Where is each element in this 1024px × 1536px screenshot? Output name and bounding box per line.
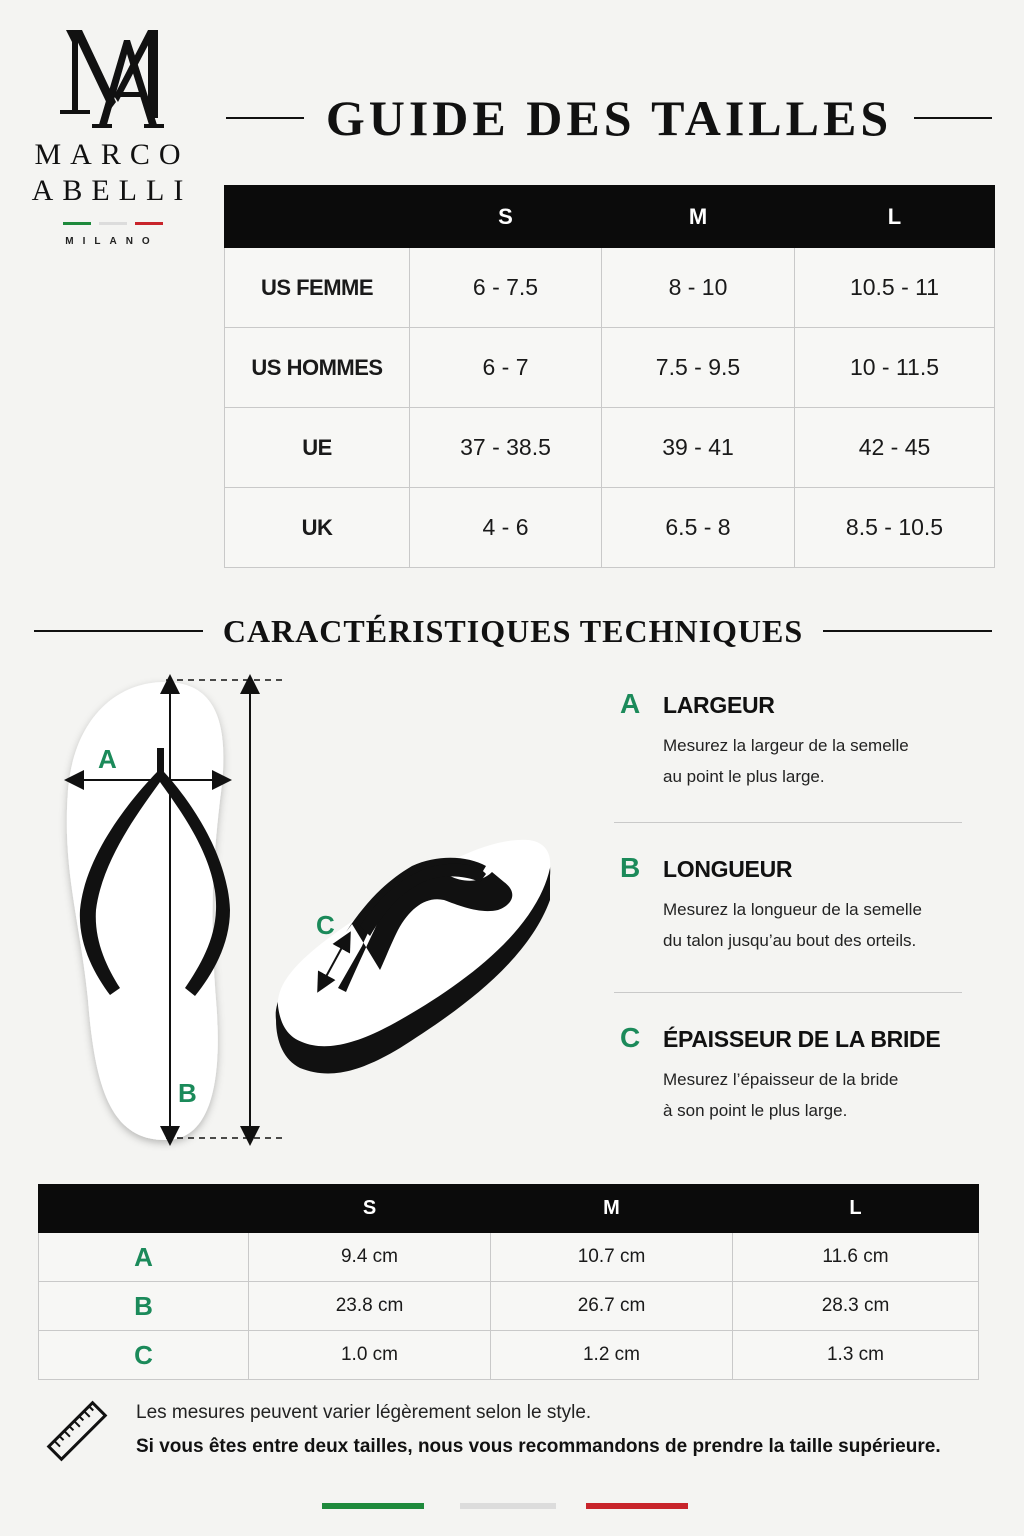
column-header-m: M (602, 186, 795, 248)
table-cell: 39 - 41 (602, 408, 795, 488)
marker-c-label: C (316, 910, 335, 940)
heading-rule-right (823, 630, 992, 632)
column-header-s: S (249, 1185, 491, 1233)
spec-description (663, 1064, 963, 1126)
table-cell: 1.3 cm (733, 1331, 979, 1380)
table-row (225, 408, 995, 488)
ruler-icon (44, 1398, 110, 1464)
row-label: UE (225, 408, 410, 488)
table-row (225, 248, 995, 328)
measurements-table (38, 1184, 979, 1380)
size-guide-title: GUIDE DES TAILLES (325, 90, 893, 146)
spec-name: LONGUEUR (663, 856, 793, 882)
spec-item-length (614, 852, 962, 962)
table-cell: 6 - 7.5 (410, 248, 602, 328)
row-label: UK (225, 488, 410, 568)
footer-note: Les mesures peuvent varier légèrement selon le style. (136, 1402, 592, 1423)
brand-logo (22, 22, 202, 252)
flip-flop-illustration (40, 670, 600, 1160)
row-label: B (39, 1282, 249, 1331)
spec-item-width (614, 688, 962, 798)
table-row (39, 1282, 979, 1331)
table-cell: 10 - 11.5 (795, 328, 995, 408)
table-cell: 8.5 - 10.5 (795, 488, 995, 568)
table-cell: 6 - 7 (410, 328, 602, 408)
table-header-row (39, 1185, 979, 1233)
spec-description-line: Mesurez l’épaisseur de la bride (663, 1070, 899, 1089)
table-cell: 10.7 cm (491, 1233, 733, 1282)
heading-rule-left (226, 117, 304, 119)
table-cell: 23.8 cm (249, 1282, 491, 1331)
spec-description-line: au point le plus large. (663, 767, 825, 786)
table-row (39, 1233, 979, 1282)
row-label: A (39, 1233, 249, 1282)
spec-name: LARGEUR (663, 692, 775, 718)
spec-letter: A (620, 688, 641, 719)
table-cell: 8 - 10 (602, 248, 795, 328)
column-header-m: M (491, 1185, 733, 1233)
footer-flag-green-bar (322, 1503, 424, 1509)
spec-divider (614, 992, 962, 993)
table-cell: 11.6 cm (733, 1233, 979, 1282)
column-header-s: S (410, 186, 602, 248)
spec-name: ÉPAISSEUR DE LA BRIDE (663, 1026, 941, 1052)
table-row (39, 1331, 979, 1380)
table-cell: 28.3 cm (733, 1282, 979, 1331)
brand-flag-stripes (63, 222, 163, 225)
brand-name-line2: ABELLI (31, 174, 193, 207)
table-cell: 1.0 cm (249, 1331, 491, 1380)
column-header-l: L (795, 186, 995, 248)
table-cell: 1.2 cm (491, 1331, 733, 1380)
brand-name-line1: MARCO (34, 138, 190, 171)
tech-specs-heading (34, 608, 992, 654)
table-cell: 10.5 - 11 (795, 248, 995, 328)
size-guide-table (224, 185, 995, 568)
flag-green-stripe (63, 222, 91, 225)
table-cell: 7.5 - 9.5 (602, 328, 795, 408)
row-label: US FEMME (225, 248, 410, 328)
tech-specs-title: CARACTÉRISTIQUES TECHNIQUES (222, 612, 804, 649)
spec-item-strap-thickness (614, 1022, 962, 1132)
footer-advice: Si vous êtes entre deux tailles, nous vous recommandons de prendre la taille supérieure. (136, 1436, 941, 1457)
heading-rule-right (914, 117, 992, 119)
footer-flag-white-bar (460, 1503, 556, 1509)
spec-description (663, 730, 963, 792)
spec-description-line: Mesurez la largeur de la semelle (663, 736, 909, 755)
footer-flag-red-bar (586, 1503, 688, 1509)
row-label: US HOMMES (225, 328, 410, 408)
column-header-l: L (733, 1185, 979, 1233)
row-label: C (39, 1331, 249, 1380)
column-header-empty (225, 186, 410, 248)
flag-white-stripe (99, 222, 127, 225)
table-cell: 26.7 cm (491, 1282, 733, 1331)
spec-letter: B (620, 852, 641, 883)
spec-description-line: Mesurez la longueur de la semelle (663, 900, 922, 919)
flag-red-stripe (135, 222, 163, 225)
table-cell: 4 - 6 (410, 488, 602, 568)
table-cell: 42 - 45 (795, 408, 995, 488)
table-row (225, 488, 995, 568)
spec-letter: C (620, 1022, 641, 1053)
table-cell: 6.5 - 8 (602, 488, 795, 568)
table-cell: 9.4 cm (249, 1233, 491, 1282)
marker-a-label: A (98, 744, 117, 774)
spec-description-line: du talon jusqu’au bout des orteils. (663, 931, 917, 950)
brand-city: MILANO (65, 236, 159, 247)
monogram-ma-icon (58, 22, 168, 132)
spec-description-line: à son point le plus large. (663, 1101, 848, 1120)
table-cell: 37 - 38.5 (410, 408, 602, 488)
table-header-row (225, 186, 995, 248)
size-guide-heading (226, 88, 992, 148)
spec-divider (614, 822, 962, 823)
spec-description (663, 894, 963, 956)
marker-b-label: B (178, 1078, 197, 1108)
heading-rule-left (34, 630, 203, 632)
table-row (225, 328, 995, 408)
column-header-empty (39, 1185, 249, 1233)
